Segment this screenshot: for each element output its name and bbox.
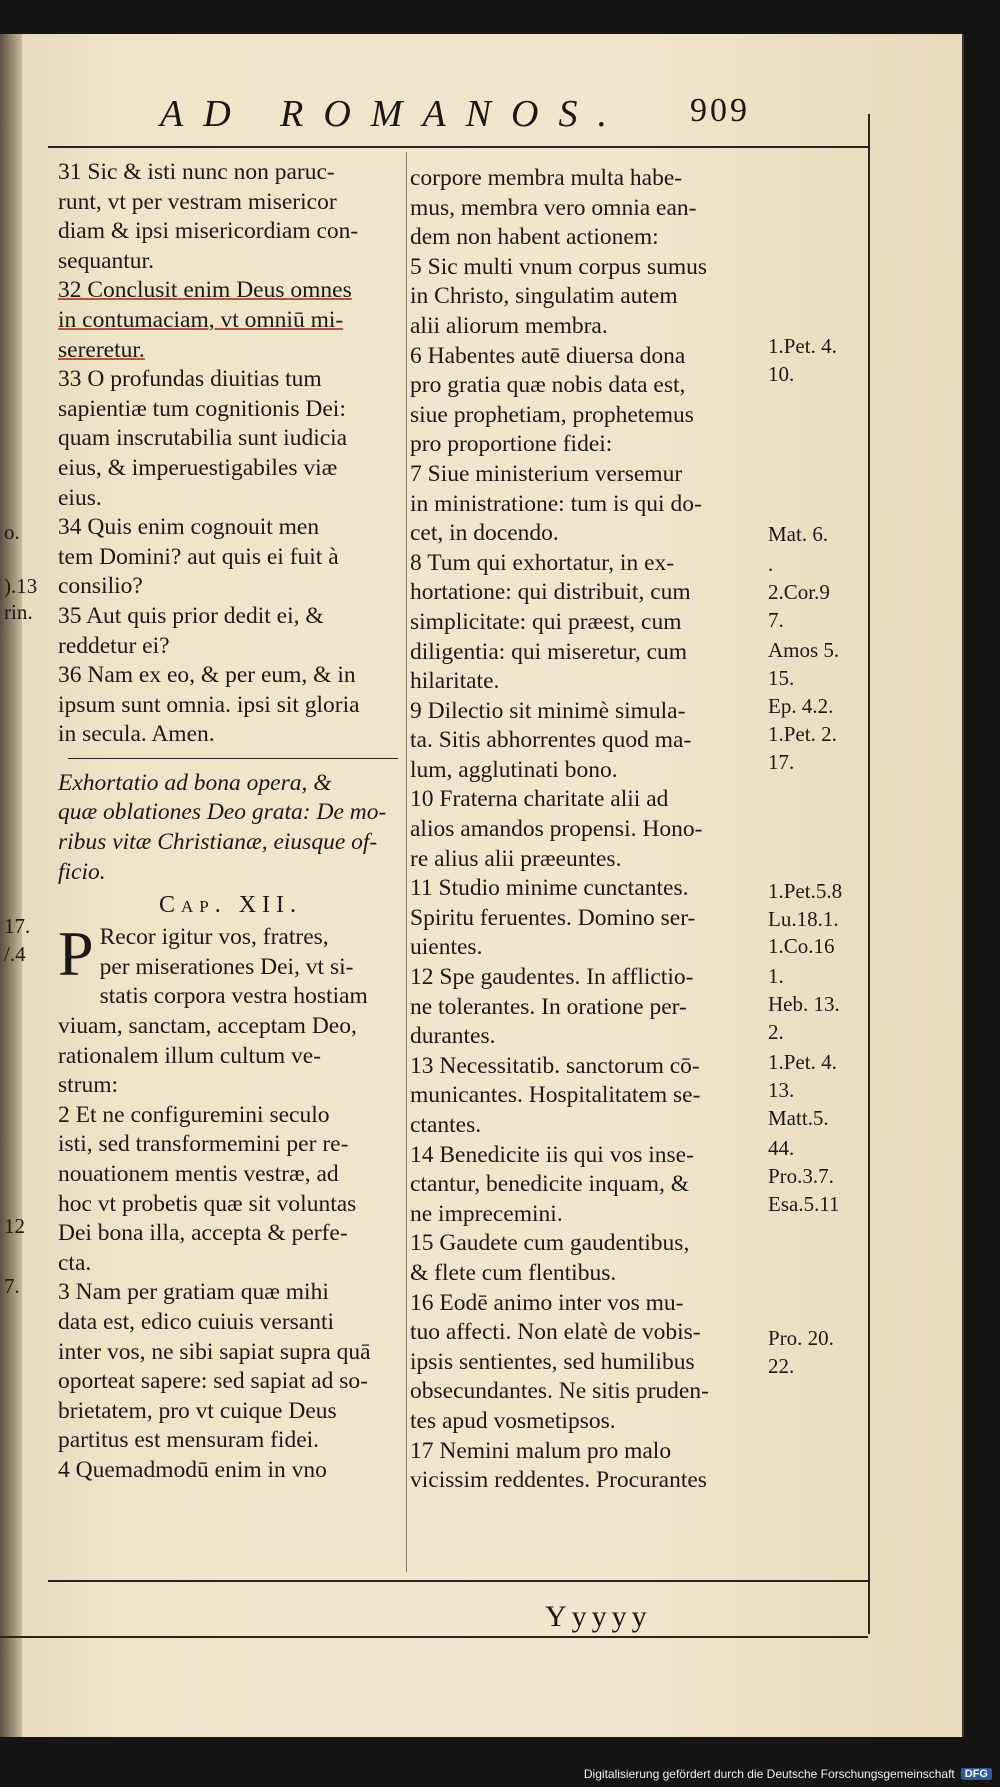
text-line: isti, sed transformemini per re- <box>58 1131 349 1158</box>
text-line: 33 O profundas diuitias tum <box>58 366 322 393</box>
text-line: statis corpora vestra hostiam <box>99 983 368 1010</box>
text-line: Spiritu feruentes. Domino ser- <box>410 904 696 931</box>
text-line: uientes. <box>410 934 483 961</box>
text-line: pro gratia quæ nobis data est, <box>410 372 686 399</box>
text-line: vicissim reddentes. Procurantes <box>410 1467 707 1494</box>
margin-note: Pro.3.7. <box>768 1164 834 1188</box>
outer-margin-fragment: o. <box>4 520 20 544</box>
text-line: diligentia: qui miseretur, cum <box>410 638 688 665</box>
margin-note: . <box>768 552 774 576</box>
section-rule <box>68 758 398 759</box>
text-line: inter vos, ne sibi sapiat supra quā <box>58 1338 371 1365</box>
running-title: AD ROMANOS. <box>160 93 627 135</box>
text-line: durantes. <box>410 1023 496 1050</box>
text-line: hilaritate. <box>410 668 500 695</box>
chapter-heading: Cap. XII. <box>158 892 303 919</box>
text-line: tem Domini? aut quis ei fuit à <box>58 543 339 570</box>
text-line: 8 Tum qui exhortatur, in ex- <box>410 549 675 576</box>
text-line: alii aliorum membra. <box>410 312 608 339</box>
margin-note: Heb. 13. <box>768 992 840 1016</box>
text-line: 4 Quemadmodū enim in vno <box>58 1456 327 1483</box>
text-line: ne imprecemini. <box>410 1200 563 1227</box>
binding-shadow <box>0 34 22 1737</box>
margin-note: Lu.18.1. <box>768 907 839 931</box>
text-line: tuo affecti. Non elatè de vobis- <box>410 1319 701 1346</box>
text-line: sequantur. <box>58 247 154 274</box>
margin-note: 7. <box>768 608 784 632</box>
text-line: in Christo, singulatim autem <box>410 283 678 310</box>
text-line: hortatione: qui distribuit, cum <box>410 579 691 606</box>
text-line: partitus est mensuram fidei. <box>58 1427 320 1454</box>
text-line: 31 Sic & isti nunc non paruc- <box>58 159 335 185</box>
chapter-summary <box>58 769 403 887</box>
text-line: 10 Fraterna charitate alii ad <box>410 786 669 813</box>
margin-note: 15. <box>768 666 795 690</box>
margin-note: Amos 5. <box>768 638 840 662</box>
text-line: corpore membra multa habe- <box>410 165 683 191</box>
text-line: ribus vitæ Christianæ, eiusque of- <box>58 829 378 856</box>
right-column <box>410 164 755 1496</box>
margin-note: 1. <box>768 964 784 988</box>
text-line: brietatem, pro vt cuique Deus <box>58 1397 337 1424</box>
text-line: Recor igitur vos, fratres, <box>99 924 329 951</box>
text-line: sapientiæ tum cognitionis Dei: <box>58 395 346 422</box>
text-line: & flete cum flentibus. <box>410 1259 617 1286</box>
text-line: pro proportione fidei: <box>410 431 613 458</box>
text-line: diam & ipsi misericordiam con- <box>58 218 359 245</box>
margin-note: 2.Cor.9 <box>768 580 830 604</box>
text-line: mus, membra vero omnia ean- <box>410 194 697 221</box>
text-line: 5 Sic multi vnum corpus sumus <box>410 253 708 280</box>
text-line: simplicitate: qui præest, cum <box>410 608 682 635</box>
text-line: viuam, sanctam, acceptam Deo, <box>58 1013 357 1040</box>
margin-note: Esa.5.11 <box>768 1192 840 1216</box>
text-line: ne tolerantes. In oratione per- <box>410 993 687 1020</box>
text-line: cet, in docendo. <box>410 520 559 547</box>
text-line: data est, edico cuiuis versanti <box>58 1308 335 1335</box>
text-line: 2 Et ne configuremini seculo <box>58 1101 330 1128</box>
text-line: 16 Eodē animo inter vos mu- <box>410 1289 684 1316</box>
bottom-rule <box>48 1580 868 1582</box>
text-line: consilio? <box>58 573 143 600</box>
text-line: 15 Gaudete cum gaudentibus, <box>410 1230 690 1257</box>
text-line: 7 Siue ministerium versemur <box>410 460 683 487</box>
margin-note: 1.Pet. 4. <box>768 334 837 358</box>
text-line: ctantes. <box>410 1112 482 1138</box>
text-line: Exhortatio ad bona opera, & <box>58 769 332 796</box>
margin-note: Ep. 4.2. <box>768 694 834 718</box>
text-line: reddetur ei? <box>58 632 170 659</box>
text-line: lum, agglutinati bono. <box>410 756 618 783</box>
text-line: 6 Habentes autē diuersa dona <box>410 342 686 369</box>
text-line: in secula. Amen. <box>58 721 215 748</box>
margin-note: 44. <box>768 1136 795 1160</box>
margin-note: 1.Pet.5.8 <box>768 879 843 903</box>
margin-note: 1.Co.16 <box>768 934 835 958</box>
text-line: eius. <box>58 484 102 511</box>
text-line: sereretur. <box>58 336 145 363</box>
text-line: ficio. <box>58 858 106 885</box>
page-number: 909 <box>690 92 750 129</box>
text-line: runt, vt per vestram misericor <box>58 188 337 215</box>
text-line: quæ oblationes Deo grata: De mo- <box>58 799 387 826</box>
text-line: 36 Nam ex eo, & per eum, & in <box>58 662 356 689</box>
margin-note: Pro. 20. <box>768 1326 834 1350</box>
margin-note: 1.Pet. 2. <box>768 722 837 746</box>
text-line: 12 Spe gaudentes. In afflictio- <box>410 964 694 991</box>
margin-note: 2. <box>768 1020 784 1044</box>
margin-note: 10. <box>768 362 795 386</box>
text-line: ctantur, benedicite inquam, & <box>410 1171 690 1198</box>
text-line: per miserationes Dei, vt si- <box>99 953 354 980</box>
left-column <box>58 158 403 1486</box>
margin-note: Mat. 6. <box>768 522 829 546</box>
column-divider <box>406 152 407 1572</box>
text-line: in ministratione: tum is qui do- <box>410 490 702 517</box>
margin-note: 17. <box>768 750 795 774</box>
outer-margin-fragment: 12 <box>4 1214 25 1238</box>
margin-note: Matt.5. <box>768 1106 829 1130</box>
text-line: rationalem illum cultum ve- <box>58 1042 321 1069</box>
text-line: dem non habent actionem: <box>410 224 659 251</box>
paragraph-verse-32 <box>58 276 403 365</box>
text-line: siue prophetiam, prophetemus <box>410 401 694 428</box>
text-line: in contumaciam, vt omniū mi- <box>58 306 344 333</box>
margin-note: 22. <box>768 1354 795 1378</box>
text-line: strum: <box>58 1072 119 1099</box>
dfg-logo: DFG <box>961 1768 992 1780</box>
chapter-12-opening <box>58 918 403 1485</box>
right-page-edge-rule <box>868 114 870 1634</box>
text-line: ta. Sitis abhorrentes quod ma- <box>410 727 692 754</box>
outer-margin-fragment: /.4 <box>4 942 26 966</box>
paragraph-verse-31 <box>58 158 403 276</box>
paragraph-verses-4-17 <box>410 164 755 1496</box>
book-page <box>0 34 964 1737</box>
text-line: obsecundantes. Ne sitis pruden- <box>410 1378 709 1405</box>
text-line: nouationem mentis vestræ, ad <box>58 1161 339 1187</box>
text-line: 14 Benedicite iis qui vos inse- <box>410 1141 694 1168</box>
text-line: alios amandos propensi. Hono- <box>410 816 703 843</box>
page-bottom-rule <box>0 1636 868 1638</box>
text-line: 9 Dilectio sit minimè simula- <box>410 697 686 724</box>
text-line: tes apud vosmetipsos. <box>410 1407 616 1434</box>
text-line: 35 Aut quis prior dedit ei, & <box>58 602 324 629</box>
text-line: re alius alii præeuntes. <box>410 845 622 872</box>
text-line: eius, & imperuestigabiles viæ <box>58 454 338 481</box>
text-line: 11 Studio minime cunctantes. <box>410 875 689 902</box>
margin-note: 1.Pet. 4. <box>768 1050 837 1074</box>
text-line: 3 Nam per gratiam quæ mihi <box>58 1279 329 1306</box>
text-line: Dei bona illa, accepta & perfe- <box>58 1220 348 1247</box>
margin-note: 13. <box>768 1078 795 1102</box>
text-line: 32 Conclusit enim Deus omnes <box>58 277 352 304</box>
text-line: quam inscrutabilia sunt iudicia <box>58 425 348 452</box>
paragraph-verses-33-36 <box>58 365 403 750</box>
text-line: cta. <box>58 1249 92 1276</box>
signature-mark: Yyyyy <box>545 1600 652 1633</box>
outer-margin-fragment: 17. <box>4 914 31 938</box>
outer-margin-fragment: ).13 <box>4 574 38 598</box>
paragraph-verses-1-4 <box>58 918 403 1485</box>
text-line: hoc vt probetis quæ sit voluntas <box>58 1190 357 1217</box>
text-line: ipsum sunt omnia. ipsi sit gloria <box>58 691 360 718</box>
text-line: ipsis sentientes, sed humilibus <box>410 1348 695 1375</box>
drop-capital: P <box>58 918 94 990</box>
digitization-credit <box>584 1767 992 1781</box>
outer-margin-fragment: 7. <box>4 1274 20 1298</box>
credit-text: Digitalisierung gefördert durch die Deutsche Forschungsgemeinschaft <box>583 1767 955 1781</box>
text-line: municantes. Hospitalitatem se- <box>410 1082 701 1109</box>
text-line: 17 Nemini malum pro malo <box>410 1437 672 1464</box>
header-rule <box>48 146 868 148</box>
text-line: 34 Quis enim cognouit men <box>58 514 320 541</box>
text-line: oporteat sapere: sed sapiat ad so- <box>58 1368 368 1395</box>
outer-margin-fragment: rin. <box>4 600 33 624</box>
text-line: 13 Necessitatib. sanctorum cō- <box>410 1052 700 1079</box>
